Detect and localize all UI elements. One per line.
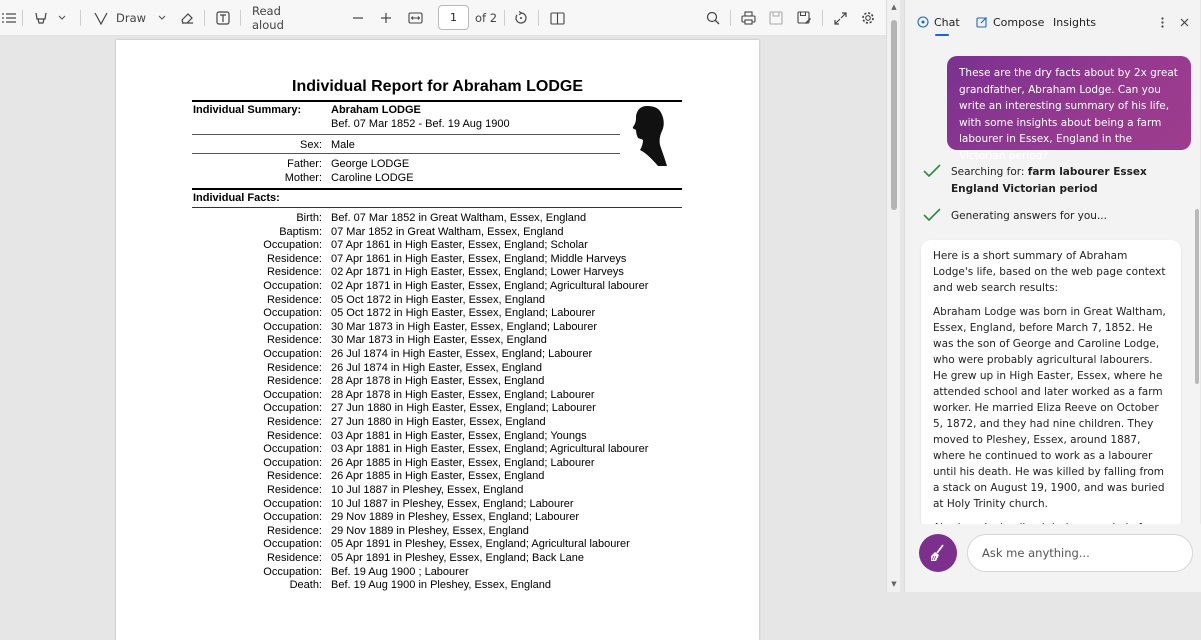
draw-button[interactable] — [94, 0, 164, 36]
chat-icon — [917, 16, 929, 28]
answer-body: Abraham Lodge was born in Great Waltham, Essex, England, before March 7, 1852. He was the son of George and Caroline Lodge, who were probably agricultural labourers. He grew up in High Easter, Essex, where he attended school and later worked as a farm worker. He married Eliza Reeve on October 5, 1872, and they had nine children. They moved to Pleshey, Essex, around 1887, where he continued to work as a labourer until his death. He was killed by falling from a stack on August 19, 1900, and was buried at Holy Trinity church. — [933, 306, 1166, 510]
mother-value: Caroline LODGE — [331, 172, 414, 184]
fact-label: Residence: — [266, 361, 322, 374]
fact-label: Residence: — [266, 470, 322, 483]
generating-status — [923, 208, 1107, 228]
fact-label: Occupation: — [263, 320, 322, 333]
fit-page-icon[interactable] — [406, 0, 424, 36]
search-icon[interactable] — [704, 0, 722, 36]
fact-label: Birth: — [296, 212, 322, 224]
fact-value: 28 Apr 1878 in High Easter, Essex, England — [331, 375, 545, 388]
fact-label: Occupation: — [263, 239, 322, 252]
fact-label: Occupation: — [263, 307, 322, 320]
fact-label: Residence: — [266, 293, 322, 306]
answer-intro: Here is a short summary of Abraham Lodge's life, based on the web page context and web search results: — [933, 250, 1166, 294]
fact-label: Occupation: — [263, 511, 322, 524]
toolbar-divider — [730, 10, 731, 26]
draw-label: Draw — [116, 11, 147, 25]
scroll-down-arrow-icon[interactable]: ▼ — [891, 580, 897, 588]
search-status — [923, 164, 1183, 197]
pen-icon — [94, 11, 108, 25]
tab-compose-label: Compose — [993, 15, 1045, 29]
fact-value: 30 Mar 1873 in High Easter, Essex, England — [331, 334, 547, 347]
save-icon[interactable] — [767, 0, 785, 36]
toolbar-divider — [22, 10, 23, 26]
toolbar-divider — [504, 10, 505, 26]
fact-label: Occupation: — [263, 497, 322, 510]
fact-value: 27 Jun 1880 in High Easter, Essex, England; Labourer — [331, 402, 596, 415]
fact-label: Residence: — [266, 266, 322, 279]
toolbar-divider — [240, 10, 241, 26]
ask-input-placeholder: Ask me anything... — [982, 546, 1090, 560]
fact-label: Residence: — [266, 252, 322, 265]
fact-value: 10 Jul 1887 in Pleshey, Essex, England — [331, 484, 524, 496]
zoom-out-icon[interactable] — [350, 0, 366, 36]
tab-chat-label: Chat — [934, 15, 960, 29]
fact-label: Residence: — [266, 524, 322, 537]
pdf-page — [116, 40, 759, 640]
divider — [192, 134, 620, 135]
summary-dates: Bef. 07 Mar 1852 - Bef. 19 Aug 1900 — [331, 118, 510, 130]
zoom-in-icon[interactable] — [378, 0, 394, 36]
chevron-down-icon[interactable] — [56, 0, 68, 36]
composer — [905, 524, 1201, 592]
search-query: farm labourer Essex England Victorian period — [951, 166, 1147, 195]
fact-label: Occupation: — [263, 538, 322, 551]
document-scrollbar[interactable] — [886, 0, 900, 592]
active-tab-indicator — [935, 34, 949, 36]
chat-thread[interactable] — [905, 44, 1201, 524]
fact-value: 02 Apr 1871 in High Easter, Essex, England; Agricultural labourer — [331, 280, 649, 292]
fact-label: Residence: — [266, 552, 322, 564]
expand-icon[interactable] — [831, 0, 849, 36]
scrollbar-thumb[interactable] — [891, 20, 897, 210]
search-status-text — [951, 164, 1183, 197]
rotate-icon[interactable] — [512, 0, 530, 36]
compose-icon — [976, 16, 988, 28]
fact-label: Residence: — [266, 429, 322, 442]
sex-value: Male — [331, 139, 355, 151]
scroll-up-arrow-icon[interactable]: ▲ — [891, 3, 897, 11]
fact-value: 30 Mar 1873 in High Easter, Essex, England; Labourer — [331, 320, 597, 333]
fact-label: Occupation: — [263, 348, 322, 360]
toolbar-divider — [822, 10, 823, 26]
fact-label: Occupation: — [263, 443, 322, 456]
fact-label: Baptism: — [279, 225, 322, 238]
eraser-icon[interactable] — [178, 0, 196, 36]
toolbar-divider — [204, 10, 205, 26]
fact-label: Residence: — [266, 416, 322, 428]
fact-value: 05 Oct 1872 in High Easter, Essex, England; Labourer — [331, 307, 596, 320]
fact-label: Death: — [289, 579, 322, 592]
copilot-panel — [904, 0, 1200, 592]
divider — [192, 188, 682, 190]
ask-input[interactable] — [967, 534, 1193, 572]
search-prefix: Searching for: — [951, 166, 1028, 178]
sex-label: Sex: — [299, 139, 322, 151]
fact-value: 28 Apr 1878 in High Easter, Essex, England; Labourer — [331, 388, 595, 401]
fact-value: Bef. 19 Aug 1900 ; Labourer — [331, 565, 469, 578]
fact-value: 03 Apr 1881 in High Easter, Essex, England; Youngs — [331, 429, 587, 442]
fact-label: Occupation: — [263, 565, 322, 578]
tab-insights[interactable] — [1053, 12, 1096, 32]
fact-value: 07 Apr 1861 in High Easter, Essex, England; Scholar — [331, 239, 588, 252]
user-message: These are the dry facts about by 2x great grandfather, Abraham Lodge. Can you write an interesting summary of his life, with some insights about being a farm labourer in Essex, England in the Victorian period? — [947, 56, 1191, 150]
page-number-input[interactable] — [438, 5, 469, 30]
fact-label: Occupation: — [263, 456, 322, 469]
checkmark-icon — [923, 164, 943, 197]
contents-icon[interactable] — [0, 0, 18, 36]
page-view-icon[interactable] — [548, 0, 566, 36]
fact-value: 03 Apr 1881 in High Easter, Essex, England; Agricultural labourer — [331, 443, 649, 456]
fact-value: 26 Jul 1874 in High Easter, Essex, England; Labourer — [331, 348, 593, 360]
fact-label: Occupation: — [263, 388, 322, 401]
fact-value: Bef. 19 Aug 1900 in Pleshey, Essex, England — [331, 579, 551, 592]
divider — [192, 153, 620, 154]
fact-value: 26 Jul 1874 in High Easter, Essex, England — [331, 361, 542, 374]
summary-heading: Individual Summary: — [193, 104, 302, 116]
fact-label: Residence: — [266, 484, 322, 496]
text-box-icon[interactable] — [214, 0, 232, 36]
fact-label: Occupation: — [263, 280, 322, 292]
fact-label: Occupation: — [263, 402, 322, 415]
fact-value: 26 Apr 1885 in High Easter, Essex, England — [331, 470, 545, 483]
new-topic-button[interactable] — [919, 534, 957, 572]
generating-text: Generating answers for you... — [951, 210, 1107, 222]
highlight-icon[interactable] — [32, 0, 50, 36]
fact-value: 07 Apr 1861 in High Easter, Essex, England; Middle Harveys — [331, 252, 627, 265]
fact-label: Residence: — [266, 375, 322, 388]
read-aloud-button[interactable] — [252, 0, 312, 36]
fact-value: 29 Nov 1889 in Pleshey, Essex, England; Labourer — [331, 511, 580, 524]
fact-value: 26 Apr 1885 in High Easter, Essex, England; Labourer — [331, 456, 595, 469]
tab-chat[interactable] — [917, 12, 960, 32]
mother-label: Mother: — [284, 172, 322, 184]
silhouette-image — [632, 105, 668, 167]
fact-value: 07 Mar 1852 in Great Waltham, Essex, England — [331, 225, 564, 238]
tab-insights-label: Insights — [1053, 15, 1097, 29]
chevron-down-icon[interactable] — [156, 0, 168, 36]
settings-gear-icon[interactable] — [859, 0, 877, 36]
father-label: Father: — [287, 158, 322, 170]
father-value: George LODGE — [331, 158, 410, 170]
divider — [192, 100, 682, 102]
report-title: Individual Report for Abraham LODGE — [292, 78, 583, 95]
page-total — [474, 0, 498, 36]
divider — [192, 207, 682, 208]
save-as-icon[interactable] — [795, 0, 813, 36]
fact-value: 27 Jun 1880 in High Easter, Essex, England — [331, 416, 546, 428]
toolbar-divider — [538, 10, 539, 26]
broom-icon — [928, 543, 948, 563]
pdf-toolbar — [0, 0, 886, 36]
checkmark-icon — [923, 208, 943, 228]
page-number-value: 1 — [450, 11, 457, 24]
toolbar-divider — [80, 10, 81, 26]
panel-tabs — [905, 0, 1201, 44]
document-viewer[interactable] — [0, 37, 886, 592]
fact-value: 05 Apr 1891 in Pleshey, Essex, England; Back Lane — [331, 552, 584, 564]
fact-label: Residence: — [266, 334, 322, 347]
close-icon[interactable] — [1178, 12, 1190, 32]
facts-heading: Individual Facts: — [193, 192, 280, 204]
tab-compose[interactable] — [976, 12, 1044, 32]
fact-value: 10 Jul 1887 in Pleshey, Essex, England; Labourer — [331, 497, 574, 510]
page-total-label: of 2 — [474, 11, 498, 25]
fact-value: 05 Apr 1891 in Pleshey, Essex, England; Agricultural labourer — [331, 538, 630, 551]
fact-value: 29 Nov 1889 in Pleshey, Essex, England — [331, 524, 529, 537]
fact-value: 02 Apr 1871 in High Easter, Essex, England; Lower Harveys — [331, 266, 624, 279]
summary-name: Abraham LODGE — [331, 104, 421, 116]
fact-value: Bef. 07 Mar 1852 in Great Waltham, Essex, England — [331, 212, 587, 224]
read-aloud-label: Read aloud — [252, 4, 284, 32]
print-icon[interactable] — [739, 0, 757, 36]
more-options-icon[interactable] — [1157, 12, 1167, 32]
assistant-answer — [921, 240, 1181, 530]
chat-scrollbar-thumb[interactable] — [1195, 209, 1199, 384]
fact-value: 05 Oct 1872 in High Easter, Essex, England — [331, 293, 546, 306]
